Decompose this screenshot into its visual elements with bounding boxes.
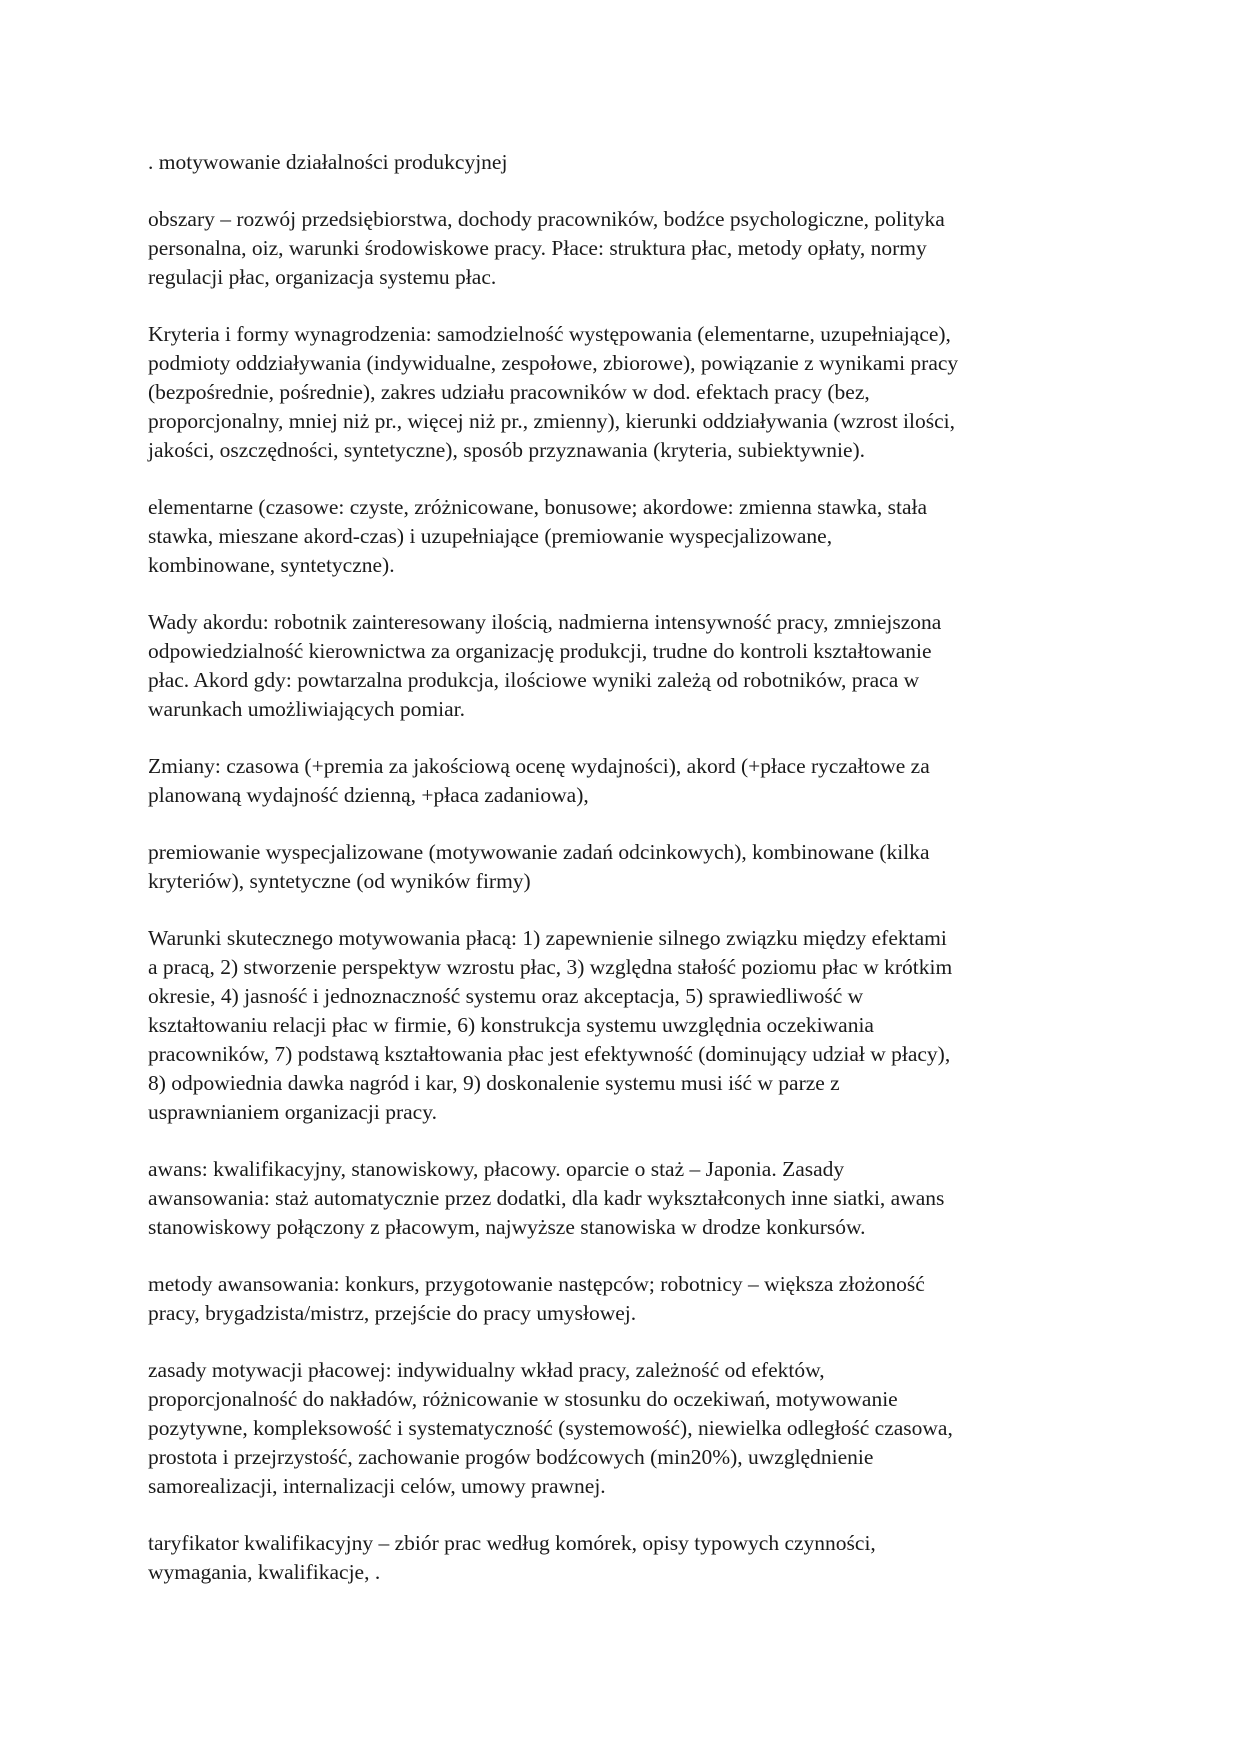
paragraph-warunki: Warunki skutecznego motywowania płacą: 1) zapewnienie silnego związku między efektami a pracą, 2) stworzenie perspektyw wzrostu płac, 3) względna stałość poziomu płac w krótkim okresie, 4) jasność i jednoznaczność systemu oraz akceptacja, 5) sprawiedliwość w kształtowaniu relacji płac w firmie, 6) konstrukcja systemu uwzględnia oczekiwania pracowników, 7) podstawą kształtowania płac jest efektywność (dominujący udział w płacy), 8) odpowiednia dawka nagród i kar, 9) doskonalenie systemu musi iść w parze z usprawnianiem organizacji pracy.: [148, 926, 953, 1124]
document-heading: . motywowanie działalności produkcyjnej: [148, 150, 508, 174]
paragraph-kryteria: Kryteria i formy wynagrodzenia: samodzielność występowania (elementarne, uzupełniające), podmioty oddziaływania (indywidualne, zespołowe, zbiorowe), powiązanie z wynikami pracy (bezpośrednie, pośrednie), zakres udziału pracowników w dod. efektach pracy (bez, proporcjonalny, mniej niż pr., więcej niż pr., zmienny), kierunki oddziaływania (wzrost ilości, jakości, oszczędności, syntetyczne), sposób przyznawania (kryteria, subiektywnie).: [148, 322, 959, 462]
paragraph-taryfikator: taryfikator kwalifikacyjny – zbiór prac według komórek, opisy typowych czynności, wymagania, kwalifikacje, .: [148, 1531, 876, 1584]
paragraph-zmiany: Zmiany: czasowa (+premia za jakościową ocenę wydajności), akord (+płace ryczałtowe za planowaną wydajność dzienną, +płaca zadaniowa),: [148, 754, 930, 807]
paragraph-metody-awansowania: metody awansowania: konkurs, przygotowanie następców; robotnicy – większa złożoność pracy, brygadzista/mistrz, przejście do pracy umysłowej.: [148, 1272, 925, 1325]
paragraph-obszary: obszary – rozwój przedsiębiorstwa, dochody pracowników, bodźce psychologiczne, polityka personalna, oiz, warunki środowiskowe pracy. Płace: struktura płac, metody opłaty, normy regulacji płac, organizacja systemu płac.: [148, 207, 945, 289]
paragraph-wady-akordu: Wady akordu: robotnik zainteresowany ilością, nadmierna intensywność pracy, zmniejszona odpowiedzialność kierownictwa za organizację produkcji, trudne do kontroli kształtowanie płac. Akord gdy: powtarzalna produkcja, ilościowe wyniki zależą od robotników, praca w warunkach umożliwiających pomiar.: [148, 610, 942, 721]
paragraph-zasady-motywacji: zasady motywacji płacowej: indywidualny wkład pracy, zależność od efektów, proporcjonalność do nakładów, różnicowanie w stosunku do oczekiwań, motywowanie pozytywne, kompleksowość i systematyczność (systemowość), niewielka odległość czasowa, prostota i przejrzystość, zachowanie progów bodźcowych (min20%), uwzględnienie samorealizacji, internalizacji celów, umowy prawnej.: [148, 1358, 953, 1498]
paragraph-awans: awans: kwalifikacyjny, stanowiskowy, płacowy. oparcie o staż – Japonia. Zasady awansowania: staż automatycznie przez dodatki, dla kadr wykształconych inne siatki, awans stanowiskowy połączony z płacowym, najwyższe stanowiska w drodze konkursów.: [148, 1157, 945, 1239]
paragraph-premiowanie: premiowanie wyspecjalizowane (motywowanie zadań odcinkowych), kombinowane (kilka kryteriów), syntetyczne (od wyników firmy): [148, 840, 930, 893]
paragraph-elementarne: elementarne (czasowe: czyste, zróżnicowane, bonusowe; akordowe: zmienna stawka, stała stawka, mieszane akord-czas) i uzupełniające (premiowanie wyspecjalizowane, kombinowane, syntetyczne).: [148, 495, 928, 577]
document-page: [148, 148, 1098, 1615]
